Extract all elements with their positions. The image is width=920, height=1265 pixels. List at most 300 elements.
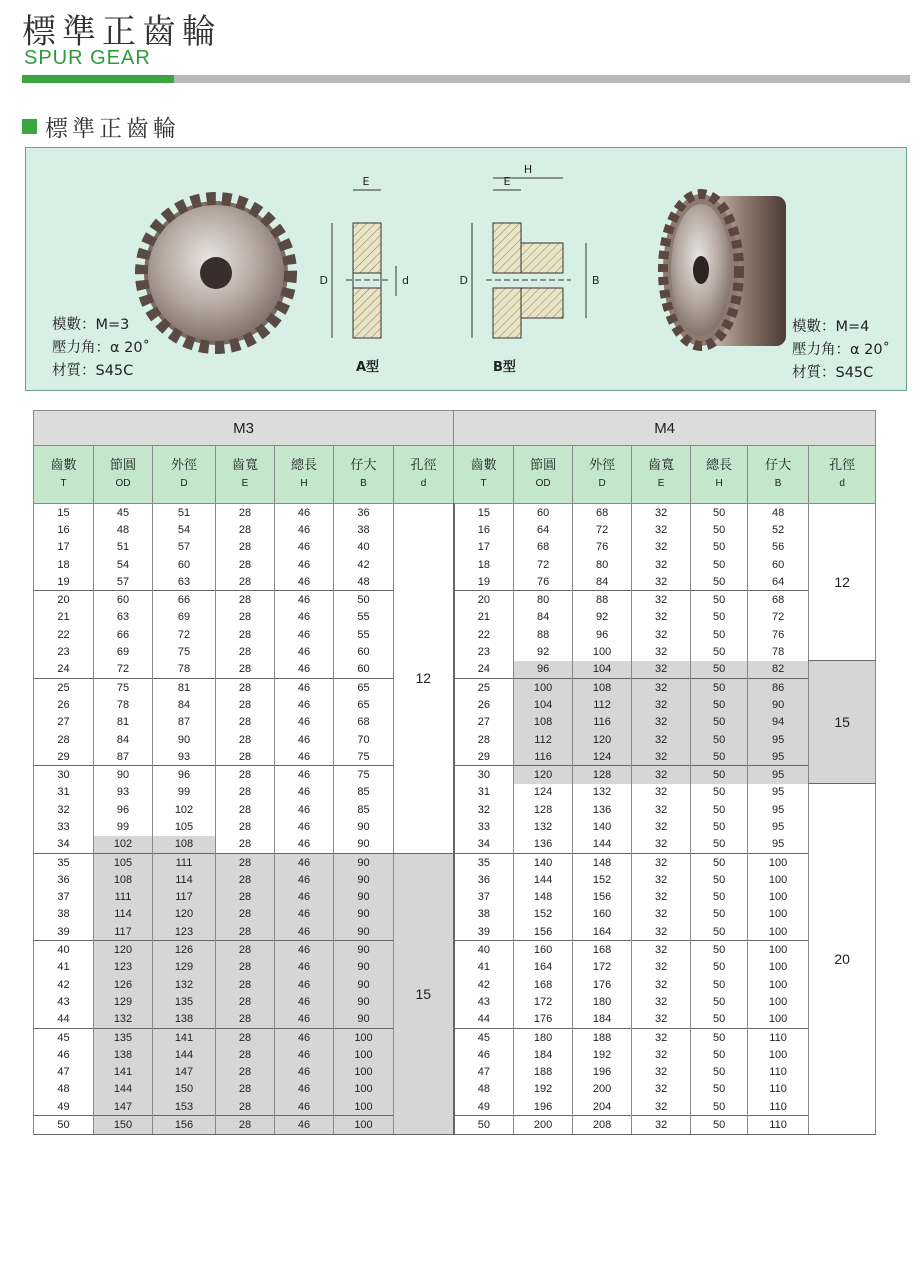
column-header-code: B <box>360 478 367 489</box>
column-header-code: D <box>180 478 188 489</box>
table-cell: 92 <box>573 609 632 626</box>
gear-photo-left <box>144 201 288 345</box>
table-cell: 200 <box>573 1081 632 1098</box>
table-cell: 46 <box>275 818 334 835</box>
column-header-code: H <box>715 478 723 489</box>
table-cell: 108 <box>573 678 632 696</box>
table-cell: 123 <box>94 959 153 976</box>
table-cell: 156 <box>573 889 632 906</box>
table-cell: 87 <box>94 748 153 766</box>
table-cell: 24 <box>454 661 514 679</box>
table-cell: 172 <box>573 959 632 976</box>
table-cell: 100 <box>573 643 632 660</box>
table-cell: 168 <box>573 941 632 959</box>
column-header-zh: 節圓 <box>530 457 557 472</box>
table-row <box>34 836 876 854</box>
table-row <box>34 643 876 660</box>
table-cell: 90 <box>334 976 394 993</box>
table-row <box>34 1116 876 1134</box>
table-cell: 120 <box>573 731 632 748</box>
table-cell: 60 <box>153 556 216 573</box>
table-cell: 32 <box>632 573 691 591</box>
table-cell: 46 <box>275 906 334 923</box>
table-cell: 135 <box>153 993 216 1010</box>
table-cell: 45 <box>94 504 153 522</box>
table-row <box>34 731 876 748</box>
table-cell: 46 <box>275 714 334 731</box>
table-cell: 32 <box>632 609 691 626</box>
table-cell: 100 <box>748 1046 809 1063</box>
table-cell: 50 <box>691 539 748 556</box>
table-cell: 152 <box>514 906 573 923</box>
table-cell: 180 <box>573 993 632 1010</box>
gear-diagram-panel <box>25 147 907 391</box>
table-cell: 100 <box>748 941 809 959</box>
table-cell: 100 <box>748 959 809 976</box>
column-header-od <box>514 446 573 504</box>
table-cell: 29 <box>34 748 94 766</box>
spec-m3 <box>52 314 150 383</box>
table-cell: 96 <box>153 766 216 784</box>
table-cell: 114 <box>153 871 216 888</box>
table-cell: 100 <box>748 993 809 1010</box>
table-cell: 50 <box>691 993 748 1010</box>
table-cell: 92 <box>514 643 573 660</box>
table-cell: 28 <box>216 661 275 679</box>
table-cell: 28 <box>216 853 275 871</box>
table-cell: 50 <box>691 748 748 766</box>
table-cell: 50 <box>34 1116 94 1134</box>
table-cell: 32 <box>632 923 691 941</box>
table-cell: 108 <box>94 871 153 888</box>
table-cell: 208 <box>573 1116 632 1134</box>
table-row <box>34 1098 876 1116</box>
table-cell: 111 <box>153 853 216 871</box>
table-cell: 32 <box>632 976 691 993</box>
table-cell: 20 <box>454 591 514 609</box>
table-cell: 48 <box>748 504 809 522</box>
table-row <box>34 976 876 993</box>
table-cell: 156 <box>514 923 573 941</box>
section-marker <box>22 119 37 134</box>
column-header-code: d <box>420 478 427 489</box>
title-rule-accent <box>22 75 174 83</box>
table-cell: 135 <box>94 1028 153 1046</box>
table-cell: 28 <box>216 836 275 854</box>
table-cell: 116 <box>514 748 573 766</box>
column-header-zh: 外徑 <box>170 457 197 472</box>
table-row <box>34 818 876 835</box>
table-cell: 42 <box>454 976 514 993</box>
table-cell: 50 <box>691 959 748 976</box>
column-header-code: D <box>598 478 606 489</box>
table-cell: 164 <box>514 959 573 976</box>
column-header-zh: 齒數 <box>50 457 77 472</box>
table-cell: 46 <box>275 941 334 959</box>
column-header-zh: 總長 <box>706 457 733 472</box>
table-cell: 32 <box>632 1098 691 1116</box>
table-cell: 28 <box>216 1098 275 1116</box>
table-cell: 40 <box>334 539 394 556</box>
table-cell: 46 <box>275 1098 334 1116</box>
table-cell: 32 <box>632 871 691 888</box>
table-row <box>34 573 876 591</box>
table-cell: 148 <box>514 889 573 906</box>
table-cell: 28 <box>216 801 275 818</box>
table-cell: 48 <box>94 521 153 538</box>
table-row <box>34 696 876 713</box>
dim-h-label: H <box>523 163 533 176</box>
table-cell: 32 <box>632 818 691 835</box>
table-cell: 50 <box>691 976 748 993</box>
table-cell: 99 <box>94 818 153 835</box>
table-cell: 88 <box>514 626 573 643</box>
table-cell: 128 <box>573 766 632 784</box>
table-cell: 17 <box>34 539 94 556</box>
table-cell: 68 <box>573 504 632 522</box>
table-cell: 80 <box>514 591 573 609</box>
table-cell: 45 <box>454 1028 514 1046</box>
table-cell: 84 <box>573 573 632 591</box>
table-cell: 22 <box>454 626 514 643</box>
table-row <box>34 1011 876 1029</box>
table-cell: 38 <box>34 906 94 923</box>
table-cell: 105 <box>94 853 153 871</box>
dim-e-label-b: E <box>503 175 511 188</box>
table-cell: 46 <box>275 836 334 854</box>
table-cell: 95 <box>748 836 809 854</box>
table-cell: 46 <box>275 1064 334 1081</box>
table-cell: 46 <box>275 853 334 871</box>
table-cell: 68 <box>748 591 809 609</box>
spec-module: 模數：M=4 <box>792 319 870 335</box>
table-row <box>34 1028 876 1046</box>
table-cell: 19 <box>454 573 514 591</box>
table-cell: 32 <box>632 521 691 538</box>
table-cell: 32 <box>632 1028 691 1046</box>
table-cell: 32 <box>632 889 691 906</box>
table-cell: 46 <box>275 521 334 538</box>
table-cell: 120 <box>94 941 153 959</box>
table-cell: 19 <box>34 573 94 591</box>
table-cell: 50 <box>691 731 748 748</box>
table-cell: 65 <box>334 696 394 713</box>
table-cell: 28 <box>216 766 275 784</box>
table-cell: 100 <box>748 906 809 923</box>
table-cell: 32 <box>632 643 691 660</box>
table-cell: 51 <box>153 504 216 522</box>
table-cell: 90 <box>334 959 394 976</box>
table-cell: 132 <box>94 1011 153 1029</box>
table-cell: 23 <box>34 643 94 660</box>
table-cell: 28 <box>216 678 275 696</box>
table-cell: 50 <box>691 1028 748 1046</box>
table-cell: 95 <box>748 731 809 748</box>
table-cell: 36 <box>34 871 94 888</box>
table-cell: 96 <box>94 801 153 818</box>
table-cell: 176 <box>514 1011 573 1029</box>
table-cell: 72 <box>573 521 632 538</box>
table-cell: 144 <box>514 871 573 888</box>
table-cell: 32 <box>34 801 94 818</box>
table-cell: 28 <box>216 714 275 731</box>
table-cell: 90 <box>334 836 394 854</box>
table-cell: 36 <box>334 504 394 522</box>
column-header-zh: 孔徑 <box>829 457 856 472</box>
table-cell: 124 <box>514 784 573 801</box>
table-cell: 99 <box>153 784 216 801</box>
column-header-code: OD <box>535 478 551 489</box>
table-cell: 32 <box>632 959 691 976</box>
table-cell: 33 <box>454 818 514 835</box>
table-row <box>34 539 876 556</box>
table-cell: 108 <box>514 714 573 731</box>
table-cell: 46 <box>34 1046 94 1063</box>
table-cell: 28 <box>216 609 275 626</box>
table-row <box>34 521 876 538</box>
column-header-b <box>748 446 809 504</box>
table-cell: 32 <box>632 696 691 713</box>
table-cell: 32 <box>632 678 691 696</box>
table-cell: 28 <box>216 731 275 748</box>
table-cell: 50 <box>691 521 748 538</box>
table-cell: 50 <box>691 1098 748 1116</box>
section-heading <box>22 110 180 143</box>
table-cell: 153 <box>153 1098 216 1116</box>
table-cell: 100 <box>334 1081 394 1098</box>
table-cell: 48 <box>334 573 394 591</box>
column-header-zh: 齒寬 <box>231 457 258 472</box>
table-cell: 28 <box>216 626 275 643</box>
table-cell: 45 <box>34 1028 94 1046</box>
table-cell: 84 <box>514 609 573 626</box>
table-cell: 28 <box>216 1116 275 1134</box>
table-cell: 46 <box>275 923 334 941</box>
table-cell: 60 <box>94 591 153 609</box>
table-cell: 100 <box>334 1064 394 1081</box>
table-cell: 28 <box>216 871 275 888</box>
bore-diameter-cell: 15 <box>809 661 876 784</box>
table-cell: 47 <box>454 1064 514 1081</box>
table-cell: 28 <box>216 889 275 906</box>
table-row <box>34 784 876 801</box>
table-cell: 64 <box>748 573 809 591</box>
m4-header: M4 <box>454 411 876 446</box>
column-header-zh: 齒數 <box>470 457 497 472</box>
table-cell: 46 <box>275 959 334 976</box>
table-cell: 95 <box>748 766 809 784</box>
column-header-zh: 外徑 <box>589 457 616 472</box>
table-cell: 32 <box>632 504 691 522</box>
table-cell: 176 <box>573 976 632 993</box>
table-cell: 172 <box>514 993 573 1010</box>
table-cell: 100 <box>748 889 809 906</box>
table-cell: 18 <box>454 556 514 573</box>
table-cell: 32 <box>632 1081 691 1098</box>
table-cell: 22 <box>34 626 94 643</box>
table-cell: 148 <box>573 853 632 871</box>
table-cell: 26 <box>454 696 514 713</box>
table-cell: 46 <box>275 556 334 573</box>
table-cell: 52 <box>748 521 809 538</box>
table-cell: 68 <box>514 539 573 556</box>
table-cell: 82 <box>748 661 809 679</box>
column-header-zh: 仔大 <box>350 457 377 472</box>
column-header-code: E <box>241 478 249 489</box>
table-cell: 192 <box>514 1081 573 1098</box>
table-cell: 46 <box>275 696 334 713</box>
table-cell: 46 <box>275 1028 334 1046</box>
table-cell: 29 <box>454 748 514 766</box>
table-cell: 93 <box>153 748 216 766</box>
column-header-zh: 仔大 <box>765 457 792 472</box>
table-cell: 95 <box>748 818 809 835</box>
table-cell: 204 <box>573 1098 632 1116</box>
column-header-t <box>34 446 94 504</box>
table-cell: 90 <box>748 696 809 713</box>
table-cell: 66 <box>153 591 216 609</box>
table-cell: 80 <box>573 556 632 573</box>
table-row <box>34 626 876 643</box>
table-cell: 28 <box>216 504 275 522</box>
column-header-b <box>334 446 394 504</box>
table-cell: 156 <box>153 1116 216 1134</box>
table-cell: 184 <box>573 1011 632 1029</box>
table-cell: 28 <box>216 573 275 591</box>
table-cell: 68 <box>334 714 394 731</box>
table-cell: 57 <box>153 539 216 556</box>
table-cell: 26 <box>34 696 94 713</box>
table-cell: 46 <box>275 626 334 643</box>
table-cell: 46 <box>275 766 334 784</box>
table-cell: 164 <box>573 923 632 941</box>
table-cell: 69 <box>153 609 216 626</box>
title-rule <box>174 75 910 83</box>
table-cell: 50 <box>691 661 748 679</box>
table-cell: 180 <box>514 1028 573 1046</box>
table-cell: 95 <box>748 801 809 818</box>
dim-bore-label: d <box>402 274 409 287</box>
table-cell: 72 <box>153 626 216 643</box>
type-a-label: A型 <box>356 360 380 375</box>
table-cell: 136 <box>514 836 573 854</box>
column-header-code: d <box>839 478 845 489</box>
table-cell: 46 <box>454 1046 514 1063</box>
table-cell: 188 <box>514 1064 573 1081</box>
dim-d-label: D <box>319 274 328 287</box>
type-b-drawing <box>460 163 600 338</box>
table-cell: 132 <box>573 784 632 801</box>
column-header-od <box>94 446 153 504</box>
table-row <box>34 959 876 976</box>
table-cell: 144 <box>573 836 632 854</box>
table-cell: 46 <box>275 993 334 1010</box>
table-cell: 184 <box>514 1046 573 1063</box>
spec-module: 模數：M=3 <box>52 317 130 333</box>
table-cell: 50 <box>691 766 748 784</box>
table-cell: 60 <box>748 556 809 573</box>
table-row <box>34 906 876 923</box>
table-cell: 100 <box>748 976 809 993</box>
table-cell: 47 <box>34 1064 94 1081</box>
table-cell: 200 <box>514 1116 573 1134</box>
type-a-drawing <box>320 175 409 338</box>
table-cell: 32 <box>632 591 691 609</box>
table-cell: 28 <box>216 818 275 835</box>
table-cell: 76 <box>748 626 809 643</box>
table-cell: 102 <box>153 801 216 818</box>
table-cell: 110 <box>748 1028 809 1046</box>
table-cell: 27 <box>454 714 514 731</box>
gear-photo-right <box>663 194 786 346</box>
column-header-d <box>809 446 876 504</box>
table-cell: 50 <box>691 1046 748 1063</box>
table-cell: 15 <box>454 504 514 522</box>
table-row <box>34 801 876 818</box>
m3-header: M3 <box>34 411 454 446</box>
table-row <box>34 661 876 679</box>
table-cell: 24 <box>34 661 94 679</box>
table-cell: 65 <box>334 678 394 696</box>
table-cell: 70 <box>334 731 394 748</box>
page-subtitle: SPUR GEAR <box>24 47 151 69</box>
table-cell: 160 <box>514 941 573 959</box>
table-cell: 16 <box>34 521 94 538</box>
table-cell: 90 <box>334 871 394 888</box>
table-cell: 32 <box>632 748 691 766</box>
table-cell: 63 <box>94 609 153 626</box>
table-cell: 30 <box>454 766 514 784</box>
column-header-d <box>153 446 216 504</box>
table-cell: 55 <box>334 626 394 643</box>
table-cell: 28 <box>216 906 275 923</box>
table-cell: 32 <box>632 766 691 784</box>
table-cell: 50 <box>691 1081 748 1098</box>
table-cell: 111 <box>94 889 153 906</box>
table-cell: 72 <box>94 661 153 679</box>
table-cell: 40 <box>454 941 514 959</box>
table-cell: 117 <box>153 889 216 906</box>
table-cell: 46 <box>275 801 334 818</box>
table-cell: 100 <box>334 1046 394 1063</box>
table-cell: 124 <box>573 748 632 766</box>
table-cell: 46 <box>275 1011 334 1029</box>
table-cell: 50 <box>691 784 748 801</box>
table-cell: 50 <box>691 1064 748 1081</box>
table-cell: 46 <box>275 591 334 609</box>
bore-diameter-cell: 20 <box>809 784 876 1134</box>
table-cell: 35 <box>34 853 94 871</box>
dim-hub-label: B <box>592 274 600 287</box>
spec-m4 <box>792 316 890 385</box>
table-cell: 100 <box>334 1098 394 1116</box>
table-cell: 141 <box>94 1064 153 1081</box>
table-cell: 196 <box>514 1098 573 1116</box>
column-header-e <box>632 446 691 504</box>
table-cell: 21 <box>34 609 94 626</box>
table-cell: 85 <box>334 801 394 818</box>
table-cell: 147 <box>94 1098 153 1116</box>
table-cell: 95 <box>748 748 809 766</box>
table-cell: 38 <box>334 521 394 538</box>
table-cell: 105 <box>153 818 216 835</box>
table-cell: 168 <box>514 976 573 993</box>
table-cell: 86 <box>748 678 809 696</box>
table-cell: 50 <box>691 801 748 818</box>
table-cell: 96 <box>514 661 573 679</box>
table-cell: 75 <box>94 678 153 696</box>
table-cell: 32 <box>632 556 691 573</box>
